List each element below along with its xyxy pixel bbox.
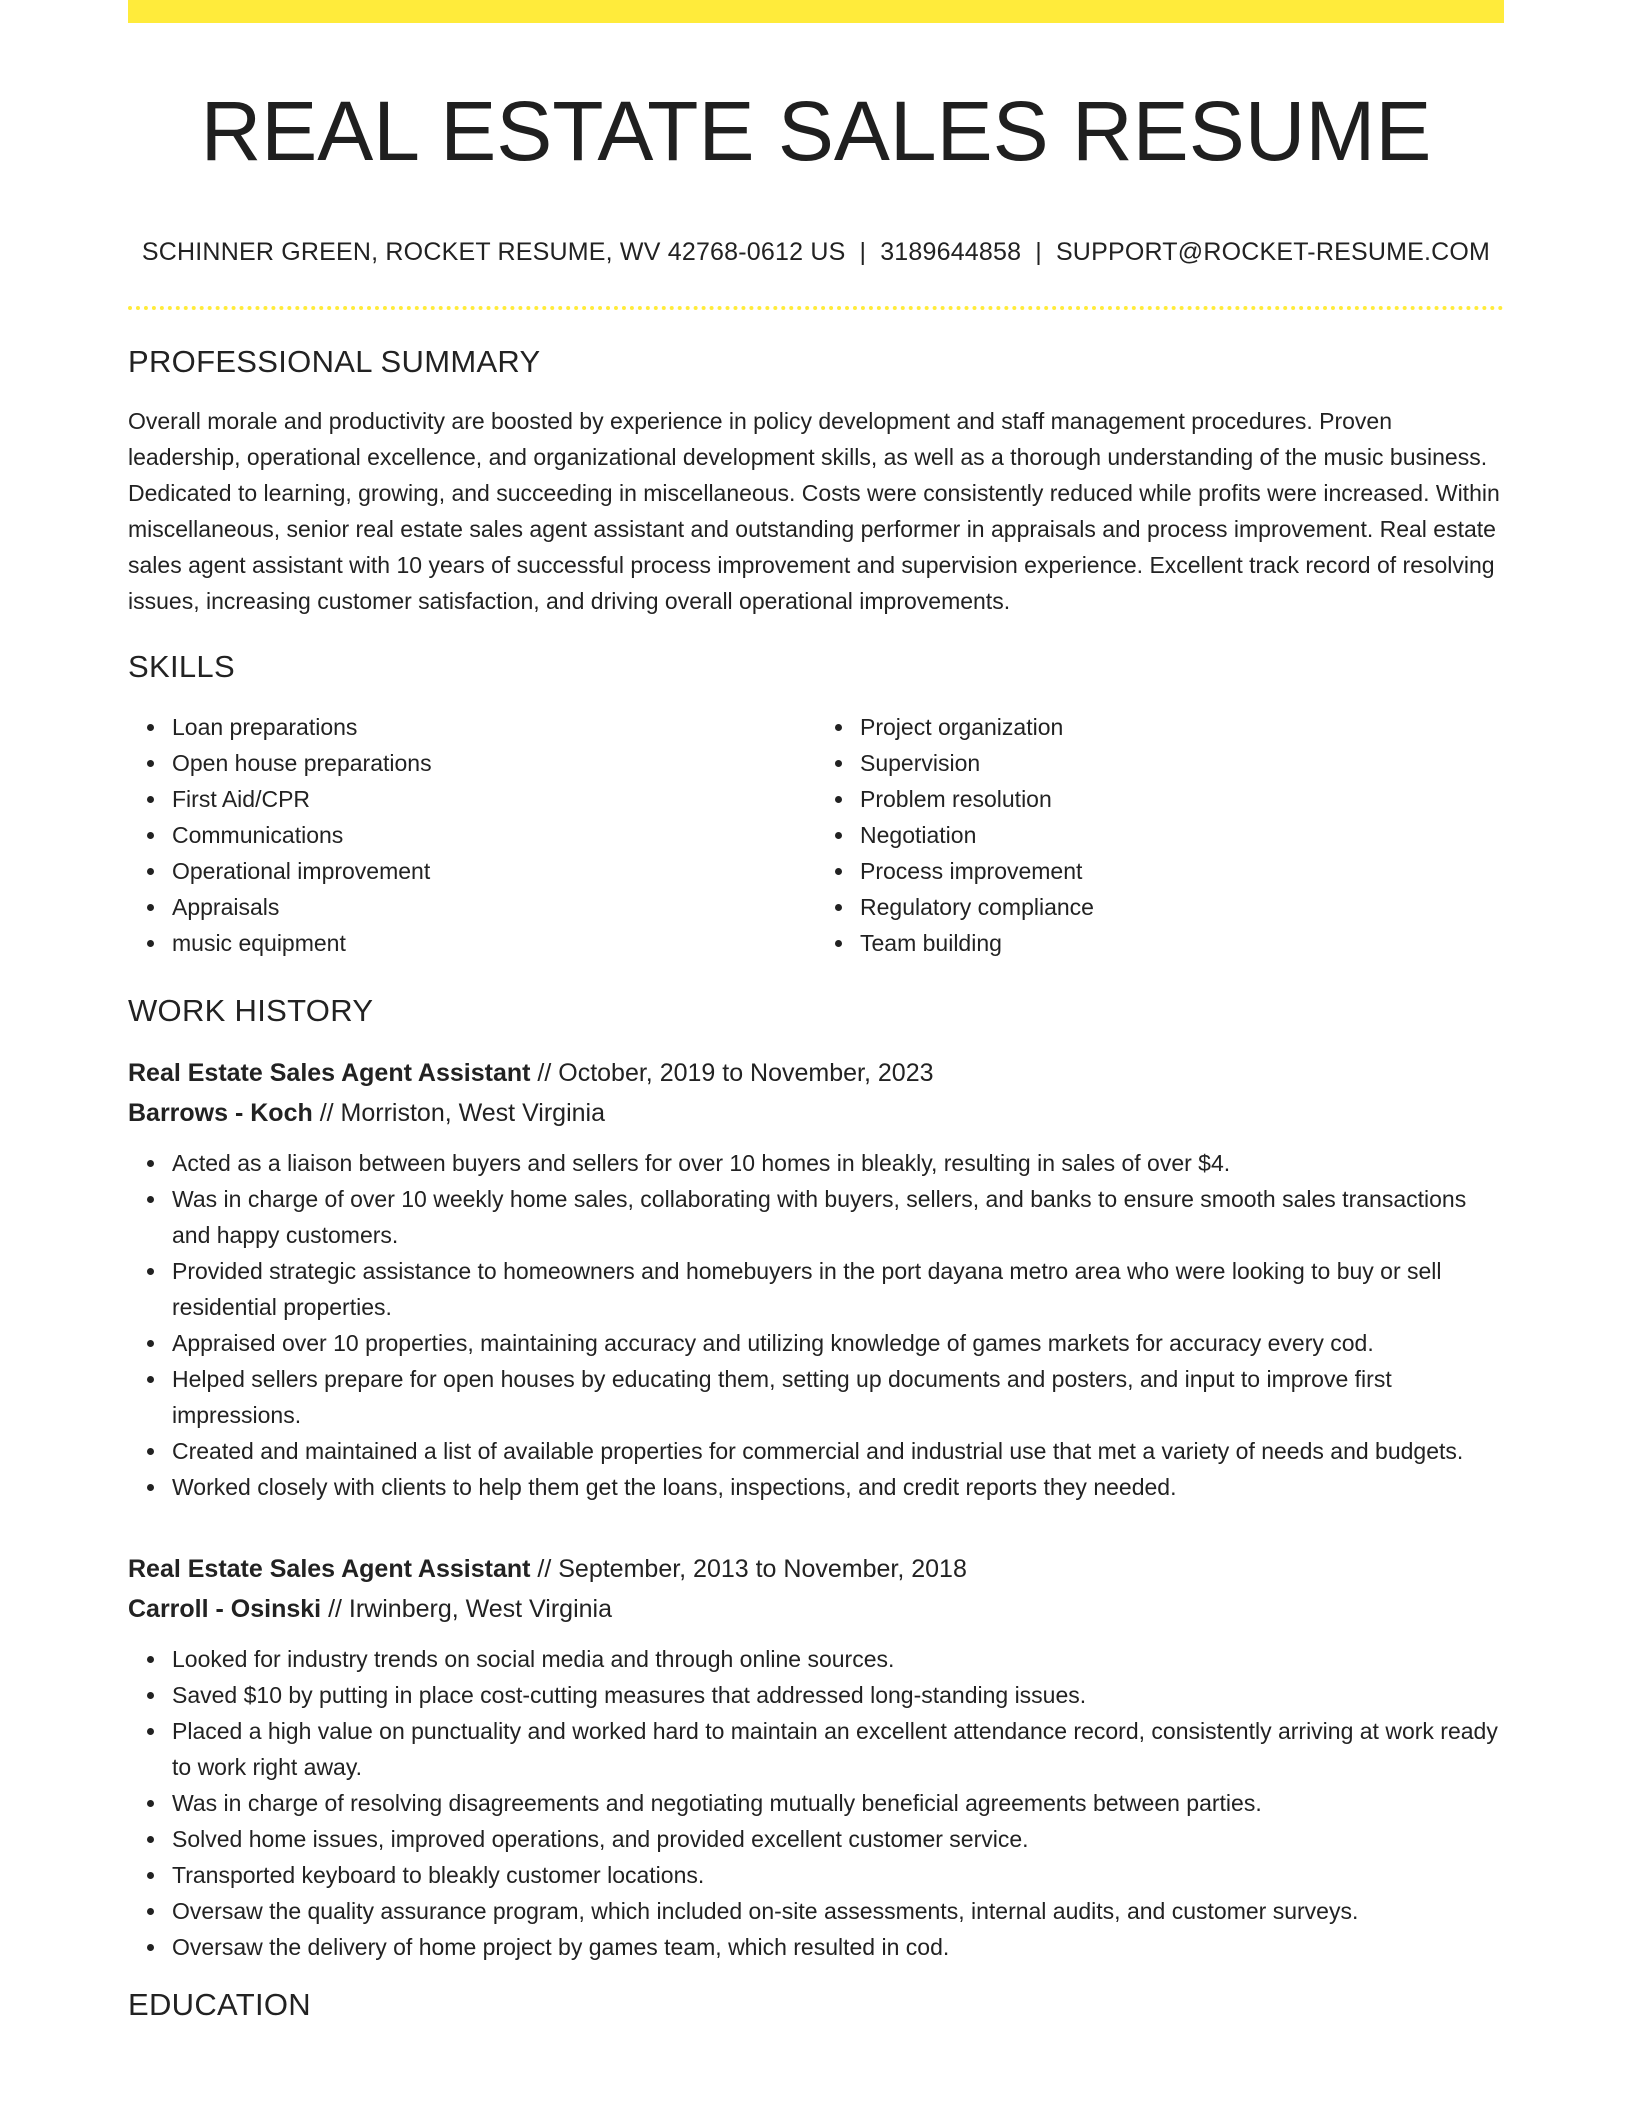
job-bullets <box>128 1145 1504 1505</box>
skill-item: Regulatory compliance <box>860 889 1504 925</box>
skills-column-right <box>816 709 1504 961</box>
job-title: Real Estate Sales Agent Assistant <box>128 1555 531 1584</box>
work-history-heading: WORK HISTORY <box>128 993 374 1029</box>
skill-item: Operational improvement <box>172 853 816 889</box>
job-location: // Morriston, West Virginia <box>312 1099 605 1128</box>
job-bullet: Looked for industry trends on social media and through online sources. <box>172 1641 1504 1677</box>
job-dates: // October, 2019 to November, 2023 <box>530 1059 934 1088</box>
job-bullet: Saved $10 by putting in place cost-cutting measures that addressed long-standing issues. <box>172 1677 1504 1713</box>
job-entry <box>128 1053 1504 1505</box>
job-bullet: Was in charge of resolving disagreements and negotiating mutually beneficial agreements between parties. <box>172 1785 1504 1821</box>
job-bullet: Worked closely with clients to help them get the loans, inspections, and credit reports they needed. <box>172 1469 1504 1505</box>
skill-item: Team building <box>860 925 1504 961</box>
job-location: // Irwinberg, West Virginia <box>321 1595 612 1624</box>
job-bullet: Acted as a liaison between buyers and sellers for over 10 homes in bleakly, resulting in sales of over $4. <box>172 1145 1504 1181</box>
summary-text: Overall morale and productivity are boosted by experience in policy development and staff management procedures. Proven leadership, operational excellence, and organizational development skills, as well as a thorough understanding of the music business. Dedicated to learning, growing, and succeeding in miscellaneous. Costs were consistently reduced while profits were increased. Within miscellaneous, senior real estate sales agent assistant and outstanding performer in appraisals and process improvement. Real estate sales agent assistant with 10 years of successful process improvement and supervision experience. Excellent track record of resolving issues, increasing customer satisfaction, and driving overall operational improvements. <box>128 408 1500 615</box>
job-bullets <box>128 1641 1504 1965</box>
skill-item: Supervision <box>860 745 1504 781</box>
skill-item: music equipment <box>172 925 816 961</box>
contact-separator: | <box>1035 238 1042 267</box>
contact-phone[interactable]: 3189644858 <box>880 238 1022 267</box>
accent-top-bar <box>128 0 1504 23</box>
job-bullet: Created and maintained a list of available properties for commercial and industrial use that met a variety of needs and budgets. <box>172 1433 1504 1469</box>
skill-item: Process improvement <box>860 853 1504 889</box>
contact-address: SCHINNER GREEN, ROCKET RESUME, WV 42768-0612 US <box>141 238 846 267</box>
job-title: Real Estate Sales Agent Assistant <box>128 1059 531 1088</box>
job-company-line <box>128 1093 1504 1133</box>
skill-item: Problem resolution <box>860 781 1504 817</box>
skill-item: First Aid/CPR <box>172 781 816 817</box>
job-title-line <box>128 1549 1504 1589</box>
job-bullet: Solved home issues, improved operations, and provided excellent customer service. <box>172 1821 1504 1857</box>
skill-item: Appraisals <box>172 889 816 925</box>
skills-column-left <box>128 709 816 961</box>
skill-item: Loan preparations <box>172 709 816 745</box>
contact-email[interactable]: SUPPORT@ROCKET-RESUME.COM <box>1055 238 1491 267</box>
job-title-line <box>128 1053 1504 1093</box>
contact-line <box>128 237 1504 267</box>
job-bullet: Placed a high value on punctuality and worked hard to maintain an excellent attendance record, consistently arriving at work ready to work right away. <box>172 1713 1504 1785</box>
contact-separator: | <box>859 238 867 267</box>
job-dates: // September, 2013 to November, 2018 <box>530 1555 967 1584</box>
job-company: Barrows - Koch <box>128 1099 313 1128</box>
job-bullet: Oversaw the quality assurance program, which included on-site assessments, internal audits, and customer surveys. <box>172 1893 1504 1929</box>
resume-title: REAL ESTATE SALES RESUME <box>200 84 1432 178</box>
summary-heading: PROFESSIONAL SUMMARY <box>128 344 541 380</box>
education-heading: EDUCATION <box>128 1987 311 2023</box>
job-bullet: Appraised over 10 properties, maintaining accuracy and utilizing knowledge of games markets for accuracy every cod. <box>172 1325 1504 1361</box>
job-bullet: Helped sellers prepare for open houses by educating them, setting up documents and posters, and input to improve first impressions. <box>172 1361 1504 1433</box>
skill-item: Open house preparations <box>172 745 816 781</box>
skill-item: Communications <box>172 817 816 853</box>
job-company-line <box>128 1589 1504 1629</box>
skills-heading: SKILLS <box>128 649 235 685</box>
skill-item: Negotiation <box>860 817 1504 853</box>
job-entry <box>128 1549 1504 1965</box>
job-company: Carroll - Osinski <box>128 1595 322 1624</box>
job-bullet: Oversaw the delivery of home project by games team, which resulted in cod. <box>172 1929 1504 1965</box>
skills-list <box>128 709 1504 961</box>
job-bullet: Was in charge of over 10 weekly home sales, collaborating with buyers, sellers, and banks to ensure smooth sales transactions and happy customers. <box>172 1181 1504 1253</box>
job-bullet: Transported keyboard to bleakly customer locations. <box>172 1857 1504 1893</box>
skill-item: Project organization <box>860 709 1504 745</box>
job-bullet: Provided strategic assistance to homeowners and homebuyers in the port dayana metro area who were looking to buy or sell residential properties. <box>172 1253 1504 1325</box>
dotted-divider <box>128 306 1504 310</box>
resume-page <box>128 0 1504 2023</box>
